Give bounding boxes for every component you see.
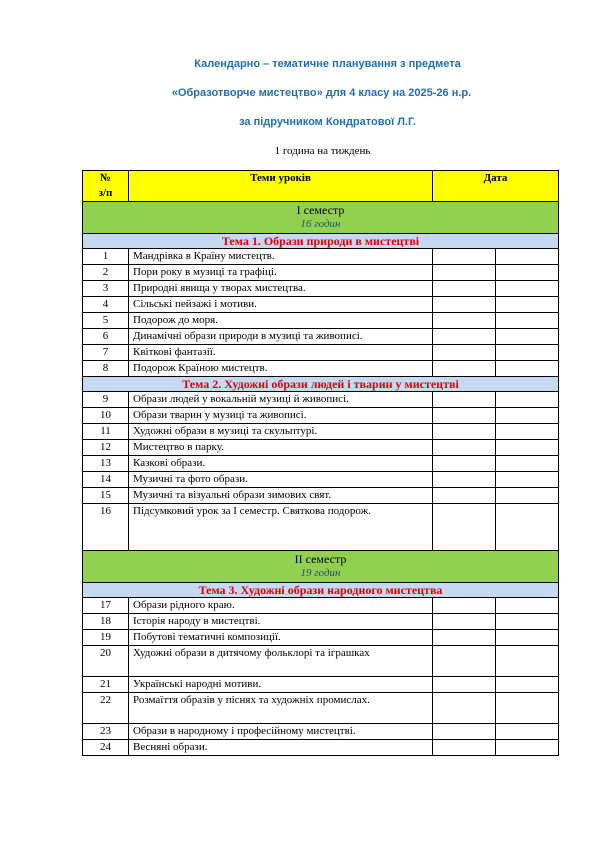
lesson-topic: Образи людей у вокальній музиці й живописі. <box>129 392 433 408</box>
lesson-number: 24 <box>83 740 129 756</box>
lesson-number: 13 <box>83 456 129 472</box>
theme-title: Тема 3. Художні образи народного мистецтва <box>83 583 559 598</box>
date-cell-1 <box>433 504 496 551</box>
date-cell-2 <box>496 392 559 408</box>
semester-row <box>83 551 559 583</box>
table-row <box>83 440 559 456</box>
lesson-number: 4 <box>83 297 129 313</box>
lesson-number: 21 <box>83 677 129 693</box>
date-cell-2 <box>496 724 559 740</box>
header-topic: Теми уроків <box>129 171 433 202</box>
date-cell-1 <box>433 456 496 472</box>
date-cell-2 <box>496 249 559 265</box>
table-row <box>83 614 559 630</box>
table-row <box>83 488 559 504</box>
table-row <box>83 740 559 756</box>
lesson-topic: Образи тварин у музиці та живописі. <box>129 408 433 424</box>
theme-row <box>83 583 559 598</box>
lesson-topic: Художні образи в дитячому фольклорі та іграшках <box>129 646 433 677</box>
date-cell-1 <box>433 614 496 630</box>
theme-row <box>83 377 559 392</box>
date-cell-2 <box>496 504 559 551</box>
lesson-number: 15 <box>83 488 129 504</box>
table-row <box>83 361 559 377</box>
date-cell-1 <box>433 281 496 297</box>
date-cell-2 <box>496 361 559 377</box>
lesson-topic: Весняні образи. <box>129 740 433 756</box>
date-cell-2 <box>496 614 559 630</box>
lesson-plan-body <box>83 171 559 756</box>
table-row <box>83 329 559 345</box>
date-cell-2 <box>496 424 559 440</box>
lesson-topic: Побутові тематичні композиції. <box>129 630 433 646</box>
lesson-topic: Образи в народному і професійному мистецтві. <box>129 724 433 740</box>
lesson-number: 5 <box>83 313 129 329</box>
lesson-topic: Розмаїття образів у піснях та художніх промислах. <box>129 693 433 724</box>
lesson-topic: Мистецтво в парку. <box>129 440 433 456</box>
date-cell-2 <box>496 440 559 456</box>
lesson-number: 20 <box>83 646 129 677</box>
table-row <box>83 456 559 472</box>
title-line-1: Календарно – тематичне планування з предмета <box>194 58 461 70</box>
date-cell-2 <box>496 297 559 313</box>
lesson-topic: Музичні та фото образи. <box>129 472 433 488</box>
lesson-topic: Історія народу в мистецтві. <box>129 614 433 630</box>
date-cell-2 <box>496 265 559 281</box>
table-row <box>83 265 559 281</box>
date-cell-2 <box>496 345 559 361</box>
table-row <box>83 472 559 488</box>
date-cell-1 <box>433 740 496 756</box>
semester-row <box>83 202 559 234</box>
date-cell-1 <box>433 488 496 504</box>
table-header-row <box>83 171 559 202</box>
lesson-number: 9 <box>83 392 129 408</box>
header-date: Дата <box>433 171 559 202</box>
lesson-topic: Подорож до моря. <box>129 313 433 329</box>
date-cell-1 <box>433 598 496 614</box>
semester-cell <box>83 551 559 583</box>
date-cell-2 <box>496 740 559 756</box>
semester-cell <box>83 202 559 234</box>
hours-per-week: 1 година на тиждень <box>274 145 371 157</box>
table-row <box>83 392 559 408</box>
date-cell-1 <box>433 424 496 440</box>
lesson-plan-table <box>82 170 559 756</box>
date-cell-1 <box>433 392 496 408</box>
date-cell-1 <box>433 408 496 424</box>
table-row <box>83 297 559 313</box>
title-line-2: «Образотворче мистецтво» для 4 класу на 2025-26 н.р. <box>171 87 472 99</box>
date-cell-2 <box>496 313 559 329</box>
title-line-3: за підручником Кондратової Л.Г. <box>239 116 416 128</box>
lesson-number: 8 <box>83 361 129 377</box>
date-cell-1 <box>433 724 496 740</box>
table-row <box>83 249 559 265</box>
lesson-number: 16 <box>83 504 129 551</box>
date-cell-1 <box>433 440 496 456</box>
lesson-topic: Мандрівка в Країну мистецтв. <box>129 249 433 265</box>
lesson-topic: Художні образи в музиці та скульптурі. <box>129 424 433 440</box>
lesson-number: 7 <box>83 345 129 361</box>
date-cell-1 <box>433 693 496 724</box>
table-row <box>83 693 559 724</box>
table-row <box>83 408 559 424</box>
date-cell-1 <box>433 345 496 361</box>
date-cell-1 <box>433 472 496 488</box>
lesson-number: 23 <box>83 724 129 740</box>
theme-row <box>83 234 559 249</box>
table-row <box>83 424 559 440</box>
table-row <box>83 281 559 297</box>
theme-title: Тема 1. Образи природи в мистецтві <box>83 234 559 249</box>
semester-title: І семестр <box>296 203 345 217</box>
lesson-topic: Підсумковий урок за І семестр. Святкова подорож. <box>129 504 433 551</box>
lesson-number: 2 <box>83 265 129 281</box>
lesson-number: 22 <box>83 693 129 724</box>
date-cell-1 <box>433 329 496 345</box>
date-cell-1 <box>433 249 496 265</box>
date-cell-2 <box>496 488 559 504</box>
lesson-number: 10 <box>83 408 129 424</box>
date-cell-2 <box>496 598 559 614</box>
lesson-topic: Українські народні мотиви. <box>129 677 433 693</box>
table-row <box>83 504 559 551</box>
date-cell-1 <box>433 677 496 693</box>
semester-hours: 19 годин <box>300 567 341 579</box>
lesson-topic: Квіткові фантазії. <box>129 345 433 361</box>
date-cell-2 <box>496 456 559 472</box>
lesson-number: 14 <box>83 472 129 488</box>
table-row <box>83 677 559 693</box>
theme-title: Тема 2. Художні образи людей і тварин у мистецтві <box>83 377 559 392</box>
lesson-number: 12 <box>83 440 129 456</box>
date-cell-2 <box>496 693 559 724</box>
date-cell-1 <box>433 313 496 329</box>
lesson-topic: Подорож Країною мистецтв. <box>129 361 433 377</box>
lesson-topic: Пори року в музиці та графіці. <box>129 265 433 281</box>
date-cell-2 <box>496 646 559 677</box>
date-cell-1 <box>433 361 496 377</box>
header-num: № з/п <box>83 171 129 202</box>
lesson-number: 17 <box>83 598 129 614</box>
date-cell-2 <box>496 472 559 488</box>
date-cell-2 <box>496 329 559 345</box>
lesson-number: 11 <box>83 424 129 440</box>
date-cell-2 <box>496 630 559 646</box>
table-row <box>83 646 559 677</box>
lesson-number: 6 <box>83 329 129 345</box>
date-cell-1 <box>433 265 496 281</box>
lesson-topic: Казкові образи. <box>129 456 433 472</box>
table-row <box>83 313 559 329</box>
lesson-number: 18 <box>83 614 129 630</box>
lesson-number: 19 <box>83 630 129 646</box>
table-row <box>83 598 559 614</box>
date-cell-2 <box>496 281 559 297</box>
semester-hours: 16 годин <box>300 218 341 230</box>
date-cell-1 <box>433 646 496 677</box>
table-row <box>83 345 559 361</box>
semester-title: ІІ семестр <box>294 552 347 566</box>
table-row <box>83 630 559 646</box>
table-row <box>83 724 559 740</box>
date-cell-1 <box>433 297 496 313</box>
lesson-number: 1 <box>83 249 129 265</box>
date-cell-2 <box>496 408 559 424</box>
lesson-number: 3 <box>83 281 129 297</box>
lesson-topic: Природні явища у творах мистецтва. <box>129 281 433 297</box>
date-cell-2 <box>496 677 559 693</box>
lesson-topic: Динамічні образи природи в музиці та живописі. <box>129 329 433 345</box>
lesson-topic: Образи рідного краю. <box>129 598 433 614</box>
lesson-topic: Сільські пейзажі і мотиви. <box>129 297 433 313</box>
date-cell-1 <box>433 630 496 646</box>
lesson-topic: Музичні та візуальні образи зимових свят. <box>129 488 433 504</box>
